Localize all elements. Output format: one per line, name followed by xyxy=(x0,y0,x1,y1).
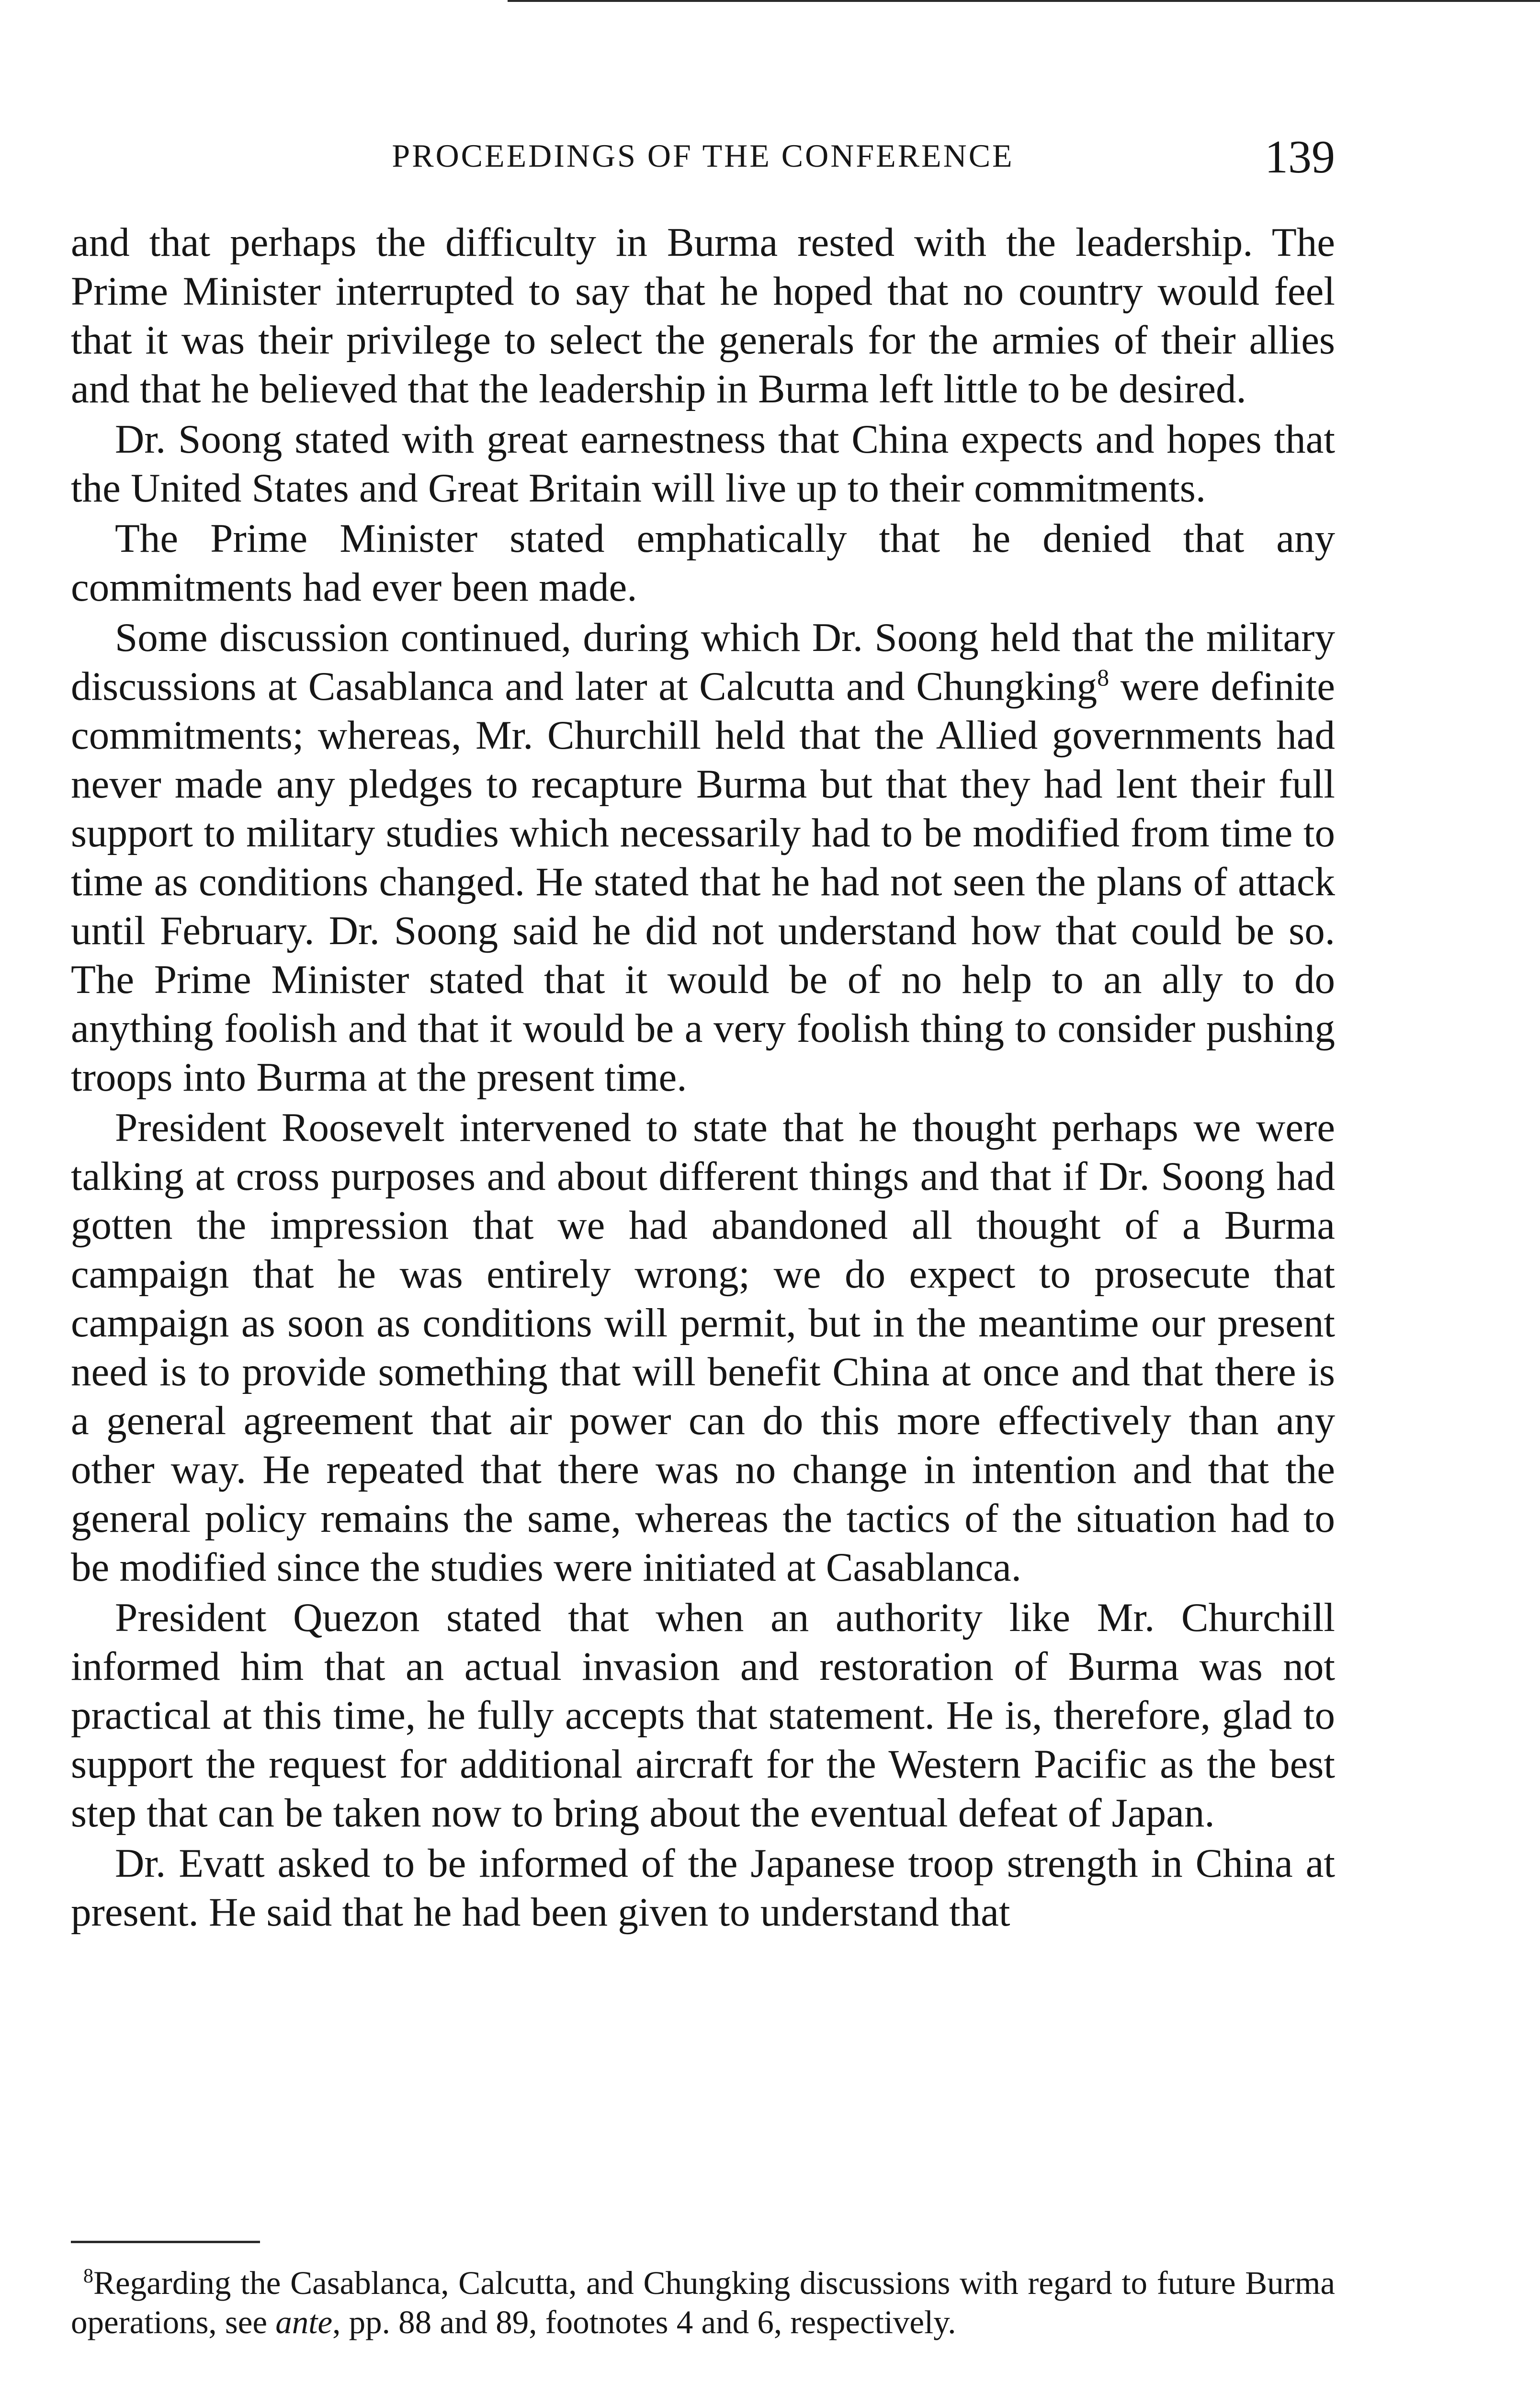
paragraph-soong-commitments: Dr. Soong stated with great earnestness that China expects and hopes that the United States and Great Britain will live up to their commitments. xyxy=(71,417,1335,511)
page-number: 139 xyxy=(1265,131,1335,183)
paragraph-text: Some discussion continued, during which Dr. Soong held that the military discussions at Casablanca and later at Calcutta and Chungking xyxy=(71,615,1335,709)
footnote-divider xyxy=(71,2241,260,2243)
paragraph-evatt-question: Dr. Evatt asked to be informed of the Japanese troop strength in China at present. He said that he had been given to understand that xyxy=(71,1841,1335,1935)
top-edge-rule xyxy=(508,0,1540,2)
footnote-text: Regarding the Casablanca, Calcutta, and Chungking discussions with regard to future Burma operations, see xyxy=(71,2265,1335,2340)
footnote-italic-text: ante xyxy=(275,2304,333,2340)
footnote-mark: 8 xyxy=(83,2265,93,2287)
paragraph-leadership-continuation: and that perhaps the difficulty in Burma rested with the leadership. The Prime Minister interrupted to say that he hoped that no country would feel that it was their privilege to select the generals for the armies of their allies and that he believed that the leadership in Burma left little to be desired. xyxy=(71,220,1335,411)
footnote xyxy=(71,2263,1335,2342)
paragraph-text: were definite commitments; whereas, Mr. Churchill held that the Allied governments had never made any pledges to recapture Burma but that they had lent their full support to military studies which necessarily had to be modified from time to time as conditions changed. He stated that he had not seen the plans of attack until February. Dr. Soong said he did not understand how that could be so. The Prime Minister stated that it would be of no help to an ally to do anything foolish and that it would be a very foolish thing to consider pushing troops into Burma at the present time. xyxy=(71,664,1335,1100)
paragraph-prime-minister-denial: The Prime Minister stated emphatically that he denied that any commitments had ever been made. xyxy=(71,516,1335,610)
running-head xyxy=(71,130,1335,188)
footnote-text: , pp. 88 and 89, footnotes 4 and 6, respectively. xyxy=(332,2304,956,2340)
footnote-reference: 8 xyxy=(1097,664,1110,691)
running-title: PROCEEDINGS OF THE CONFERENCE xyxy=(392,137,1014,174)
paragraph-quezon-statement: President Quezon stated that when an authority like Mr. Churchill informed him that an actual invasion and restoration of Burma was not practical at this time, he fully accepts that statement. He is, therefore, glad to support the request for additional aircraft for the Western Pacific as the best step that can be taken now to bring about the eventual defeat of Japan. xyxy=(71,1595,1335,1836)
paragraph-roosevelt-intervention: President Roosevelt intervened to state that he thought perhaps we were talking at cross purposes and about different things and that if Dr. Soong had gotten the impression that we had abandoned all thought of a Burma campaign that he was entirely wrong; we do expect to prosecute that campaign as soon as conditions will permit, but in the meantime our present need is to provide something that will benefit China at once and that there is a general agreement that air power can do this more effectively than any other way. He repeated that there was no change in intention and that the general policy remains the same, whereas the tactics of the situation had to be modified since the studies were initiated at Casablanca. xyxy=(71,1105,1335,1590)
body-text xyxy=(71,218,1335,1938)
paragraph-discussion-continued xyxy=(71,613,1335,1103)
